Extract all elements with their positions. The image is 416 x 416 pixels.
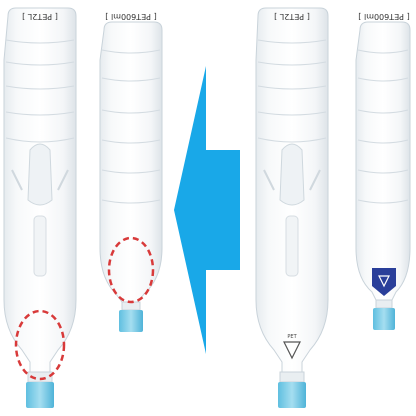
bottle-pet600ml-left	[100, 12, 162, 332]
svg-text:PET: PET	[287, 334, 297, 340]
cap	[373, 308, 395, 330]
bottle-pet2l-left	[4, 8, 76, 408]
cap	[26, 382, 54, 408]
cap	[278, 382, 306, 408]
cap	[119, 310, 143, 332]
label-bottle2: [ PET600ml ]	[105, 12, 157, 21]
label-bottle4: [ PET600ml ]	[358, 12, 410, 21]
label-bottle3: [ PET2L ]	[274, 12, 310, 21]
left-arrow-icon	[174, 66, 240, 354]
label-bottle1: [ PET2L ]	[22, 12, 58, 21]
bottle-pet2l-right	[256, 8, 328, 408]
bottle-pet600ml-right	[356, 12, 410, 330]
